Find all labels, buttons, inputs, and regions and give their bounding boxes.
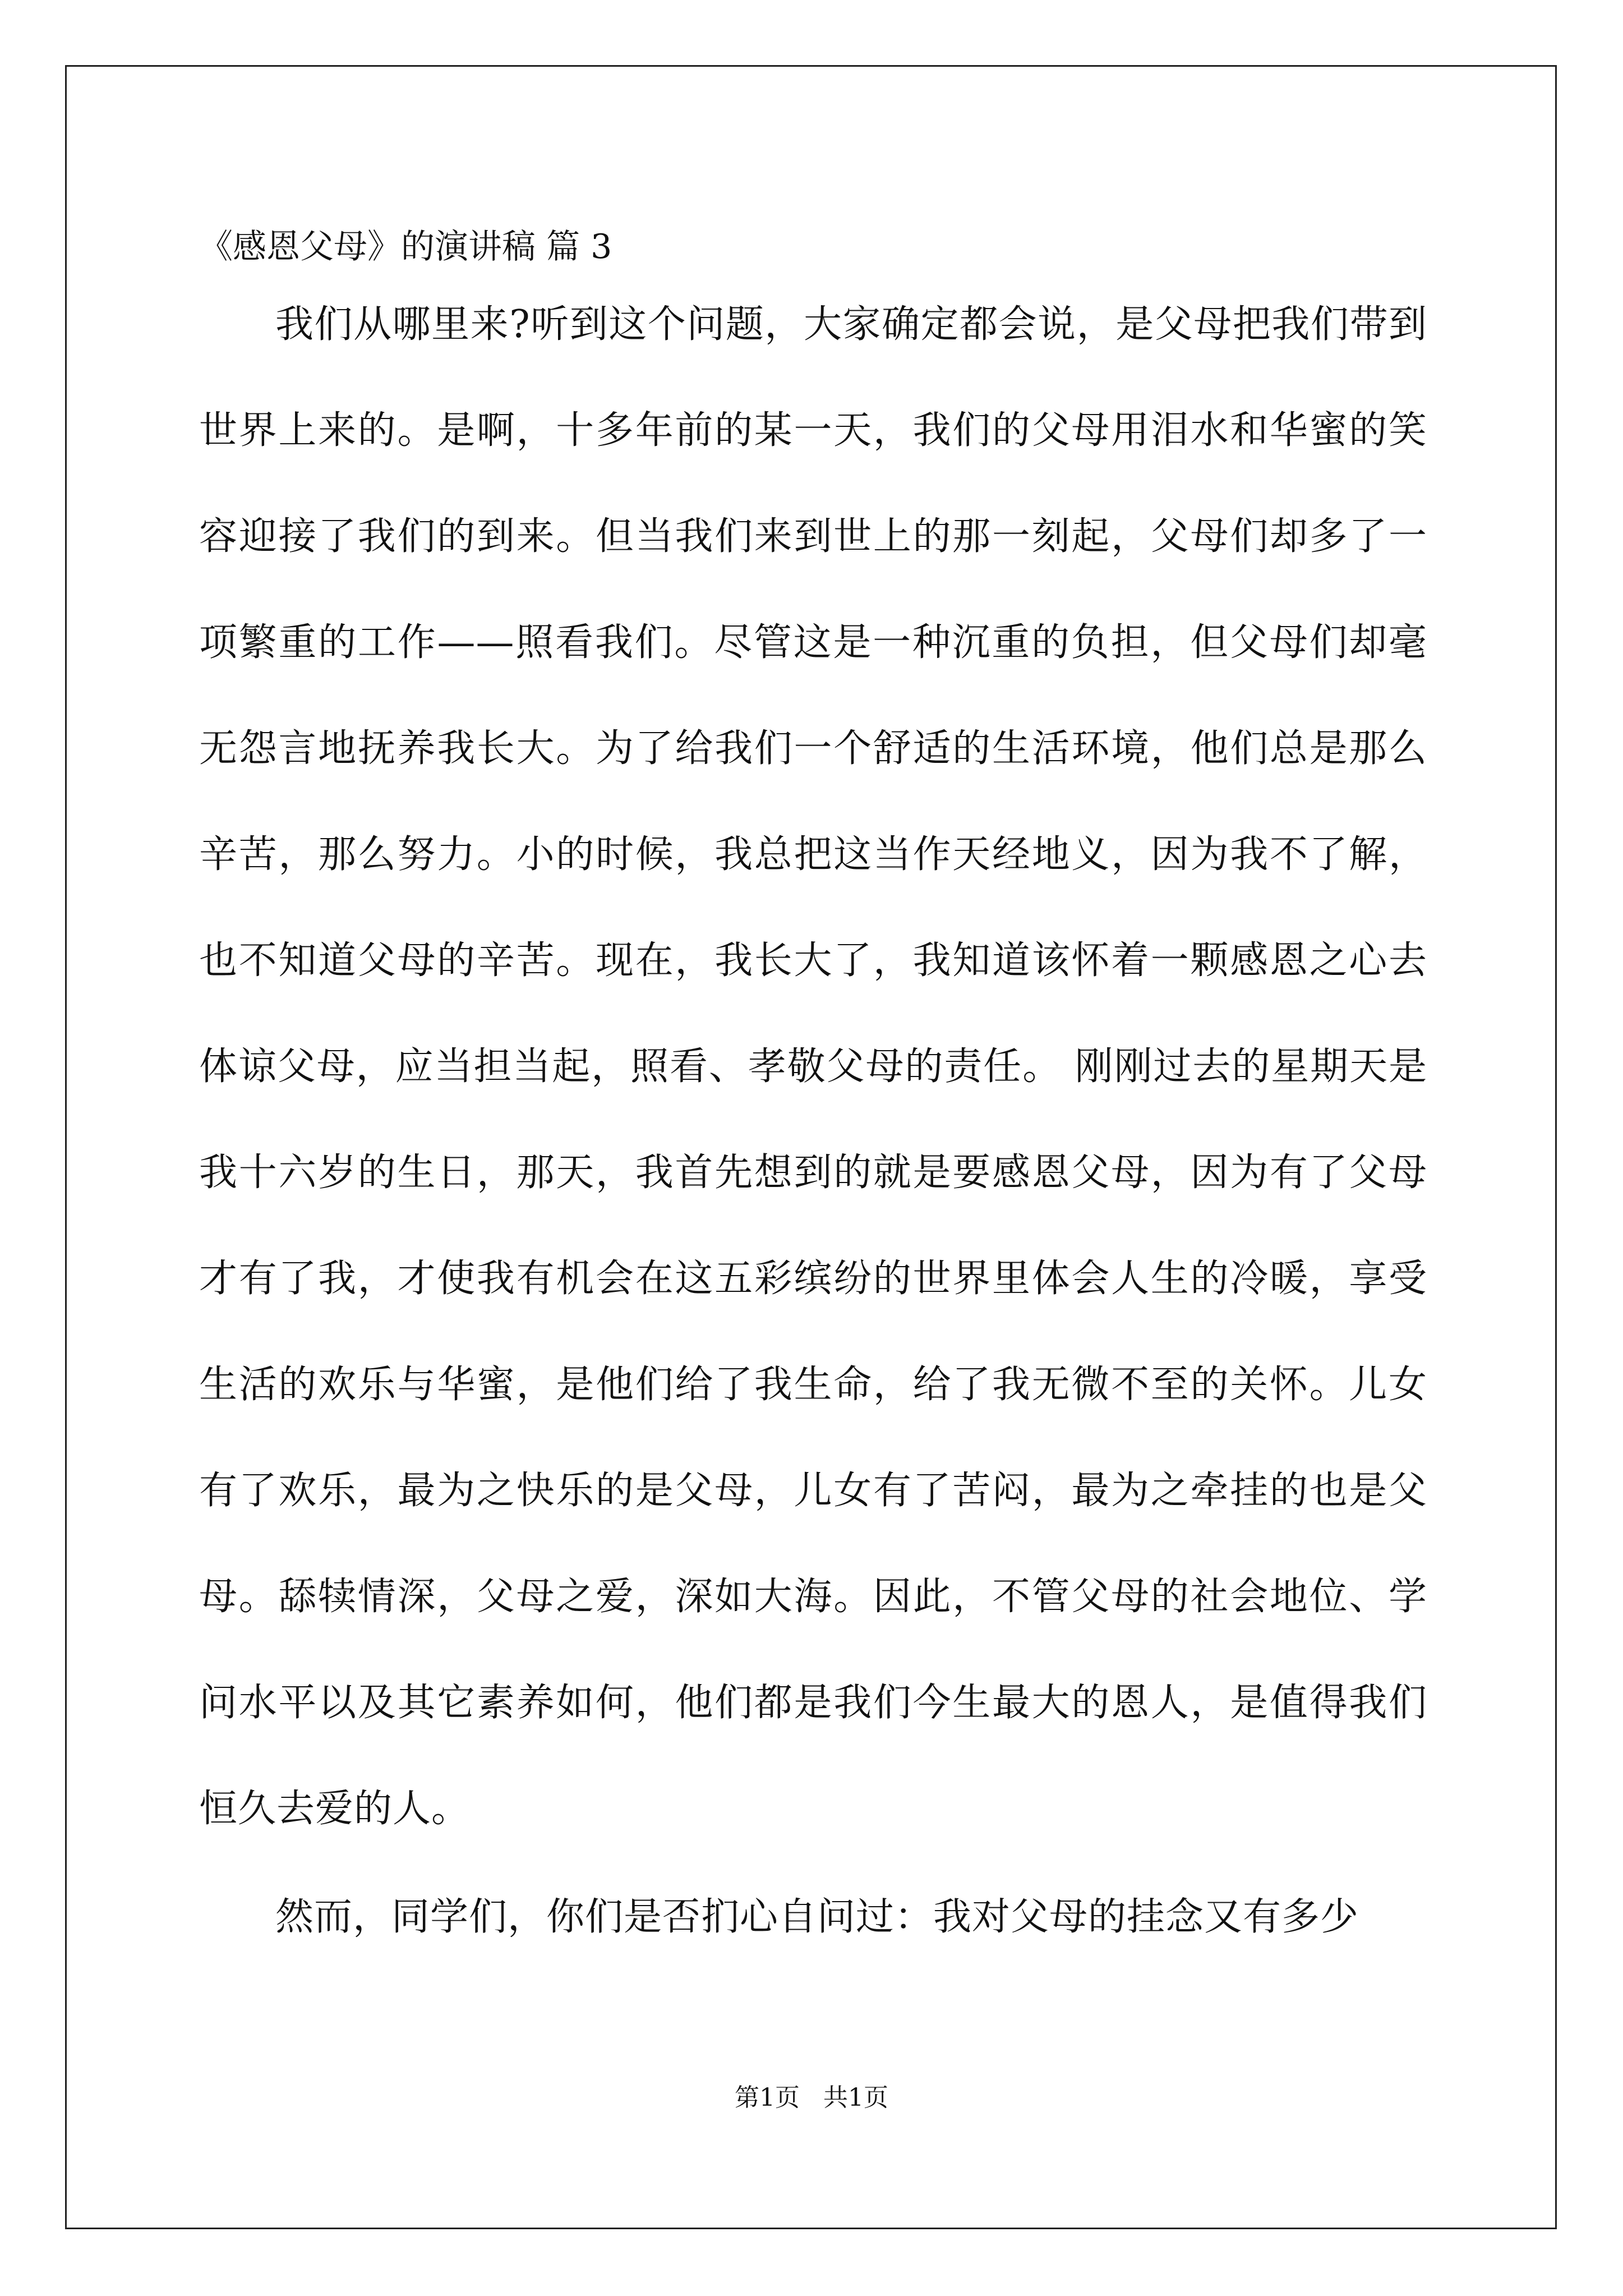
document-body: [199, 224, 1427, 1970]
document-title: 《感恩父母》的演讲稿 篇 3: [199, 227, 612, 266]
paragraph-1: 我们从哪里来?听到这个问题，大家确定都会说，是父母把我们带到世界上来的。是啊，十多年前的某一天，我们的父母用泪水和华蜜的笑容迎接了我们的到来。但当我们来到世上的那一刻起，父母们却多了一项繁重的工作——照看我们。尽管这是一种沉重的负担，但父母们却毫无怨言地抚养我长大。为了给我们一个舒适的生活环境，他们总是那么辛苦，那么努力。小的时候，我总把这当作天经地义，因为我不了解，也不知道父母的辛苦。现在，我长大了，我知道该怀着一颗感恩之心去体谅父母，应当担当起，照看、孝敬父母的责任。 刚刚过去的星期天是我十六岁的生日，那天，我首先想到的就是要感恩父母，因为有了父母才有了我，才使我有机会在这五彩缤纷的世界里体会人生的冷暖，享受生活的欢乐与华蜜，是他们给了我生命，给了我无微不至的关怀。儿女有了欢乐，最为之快乐的是父母，儿女有了苦闷，最为之牵挂的也是父母。舔犊情深，父母之爱，深如大海。因此，不管父母的社会地位、学问水平以及其它素养如何，他们都是我们今生最大的恩人，是值得我们恒久去爱的人。: [199, 302, 1427, 1831]
paragraph-2: 然而，同学们，你们是否扪心自问过：我对父母的挂念又有多少: [275, 1895, 1359, 1939]
page-footer: 第1页 共1页: [735, 2083, 888, 2112]
